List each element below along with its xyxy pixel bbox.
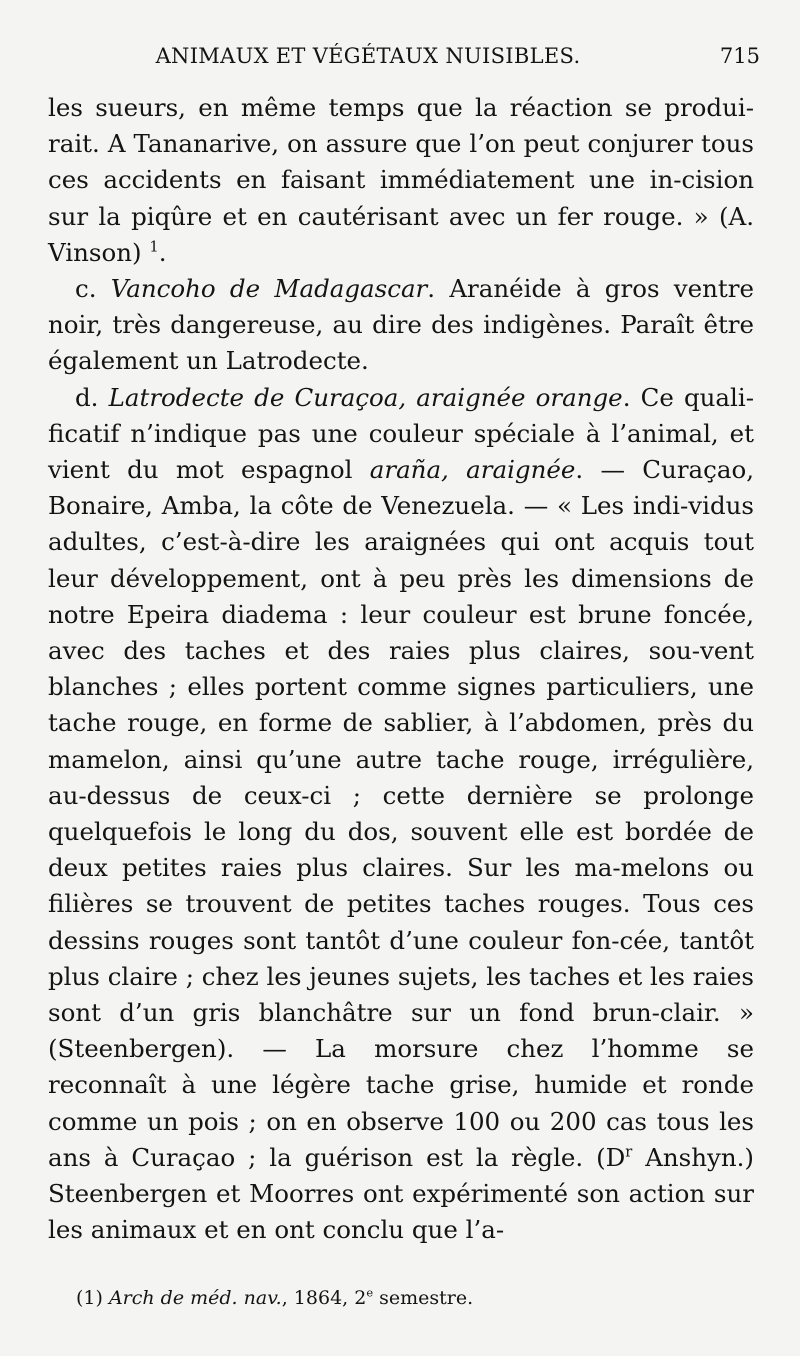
paragraph-text: Anshyn.) Steenbergen et Moorres ont expérimenté son action sur les animaux et en ont conclu que l’a- xyxy=(48,1142,754,1245)
footnote-details: semestre. xyxy=(373,1287,474,1309)
page-number: 715 xyxy=(719,44,760,68)
footnote-marker: (1) xyxy=(76,1287,109,1309)
paragraph-text: . Aranéide à gros ventre noir, très dangereuse, au dire des indigènes. Paraît être également un Latrodecte. xyxy=(48,274,754,376)
species-name: Vancoho de Madagascar xyxy=(110,274,428,304)
footnote-superscript: e xyxy=(366,1285,374,1300)
running-title: ANIMAUX ET VÉGÉTAUX NUISIBLES. xyxy=(155,44,581,68)
paragraph-latrodecte xyxy=(48,380,754,1249)
paragraph-continuation xyxy=(48,90,754,271)
footnote xyxy=(76,1286,756,1310)
footnote-source: Arch de méd. nav. xyxy=(108,1287,282,1309)
body-text xyxy=(48,90,754,1249)
paragraph-text: . xyxy=(158,237,167,267)
item-label: d. xyxy=(75,382,109,412)
running-head xyxy=(48,44,760,74)
footnote-details: , 1864, 2 xyxy=(281,1287,367,1309)
italic-term: araña, araignée xyxy=(369,455,576,485)
abbreviation-superscript: r xyxy=(625,1143,633,1161)
species-name: Latrodecte de Curaçoa, araignée orange xyxy=(108,382,623,412)
item-label: c. xyxy=(75,274,111,304)
paragraph-text: . — Curaçao, Bonaire, Amba, la côte de Venezuela. — « Les indi-vidus adultes, c’est-à-dire les araignées qui ont acquis tout leur développement, ont à peu près les dimensions de notre Epeira diadema : leur couleur est brune foncée, avec des taches et des raies plus claires, sou-vent blanches ; elles portent comme signes particuliers, une tache rouge, en forme de sablier, à l’abdomen, près du mamelon, ainsi qu’une autre tache rouge, irrégulière, au-dessus de ceux-ci ; cette dernière se prolonge quelquefois le long du dos, souvent elle est bordée de deux petites raies plus claires. Sur les ma-melons ou filières se trouvent de petites taches rouges. Tous ces dessins rouges sont tantôt d’une couleur fon-cée, tantôt plus claire ; chez les jeunes sujets, les taches et les raies sont d’un gris blanchâtre sur un fond brun-clair. » (Steenbergen). — La morsure chez l’homme se reconnaît à une légère tache grise, humide et ronde comme un pois ; on en observe 100 ou 200 cas tous les ans à Curaçao ; la guérison est la règle. (D xyxy=(48,455,755,1172)
paragraph-vancoho xyxy=(48,271,754,380)
paragraph-text: les sueurs, en même temps que la réaction se produi-rait. A Tananarive, on assure que l’on peut conjurer tous ces accidents en faisant immédiatement une in-cision sur la piqûre et en cautérisant avec un fer rouge. » (A. Vinson) xyxy=(48,93,754,267)
footnote-reference: 1 xyxy=(149,238,159,256)
paragraph-text: . Ce quali-ficatif n’indique pas une couleur spéciale à l’animal, et vient du mot espagnol xyxy=(48,382,754,485)
